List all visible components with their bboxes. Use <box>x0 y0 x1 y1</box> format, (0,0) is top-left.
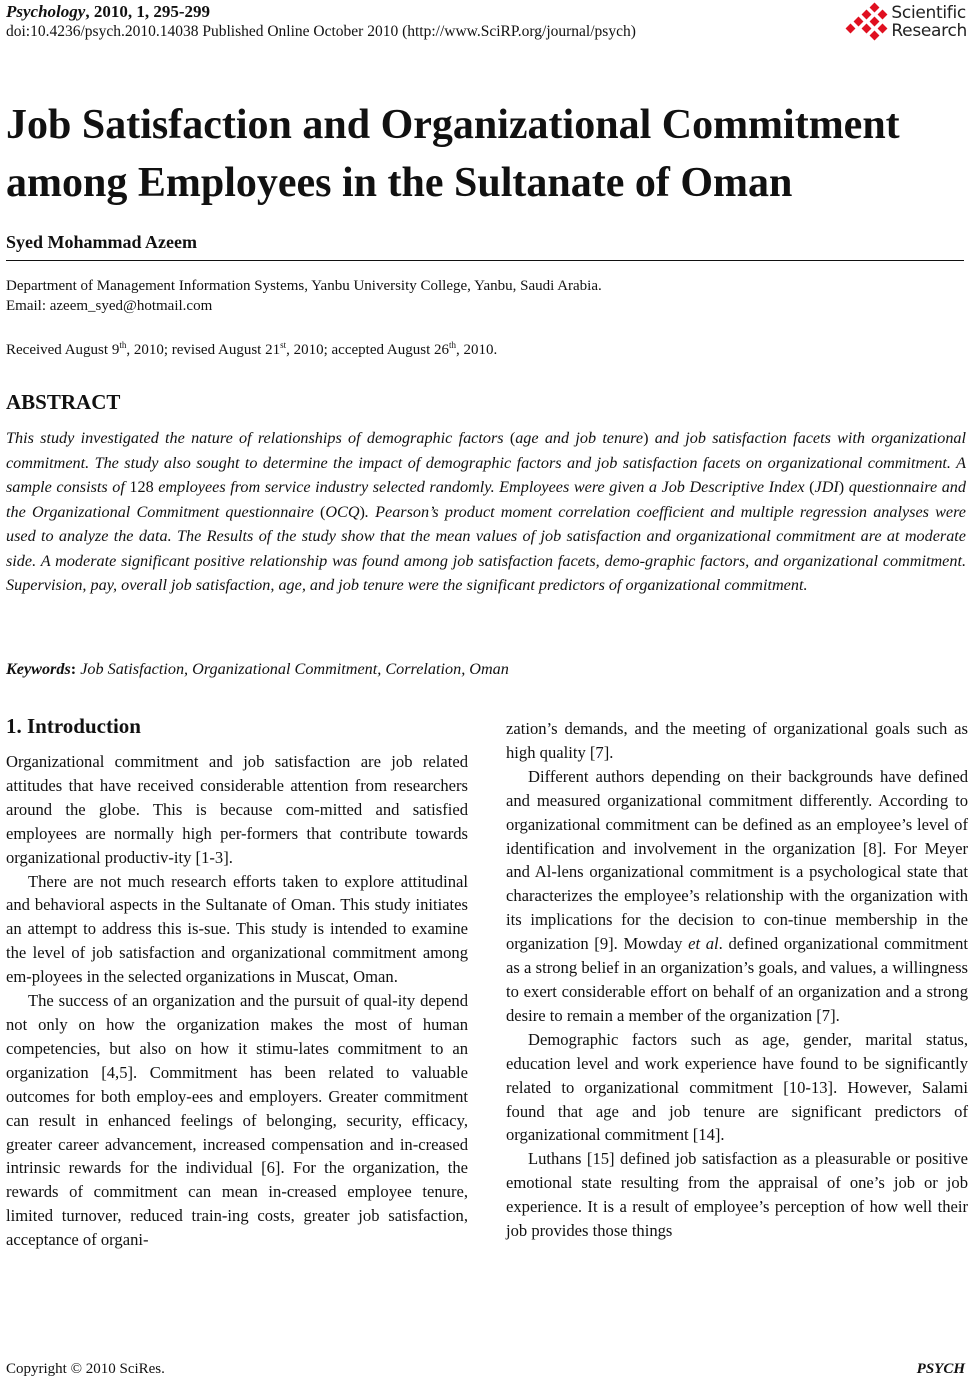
journal-citation <box>6 2 636 22</box>
paragraph: Demographic factors such as age, gender, marital status, education level and work experience have found to be significantly related to organizational commitment [10-13]. However, Salami found that age and job tenure are significant predictors of organizational commitment [14]. <box>506 1029 968 1145</box>
revised-text: , 2010; revised August 21 <box>126 342 281 358</box>
author-name: Syed Mohammad Azeem <box>6 232 197 252</box>
keywords-label: Keywords <box>6 660 71 678</box>
paragraph: The success of an organization and the pursuit of qual-ity depend not only on how the organization makes the most of human competencies, but also on how it stimu-lates commitment to an organization [4,5]. Commitment has been related to valuable outcomes for both employ-ees and employers. Greater commitment can result in enhanced feelings of belonging, security, efficacy, greater career advancement, increased compensation and in-creased intrinsic rewards for the individual [6]. For the organization, the rewards of commitment can mean in-creased employee tenure, limited turnover, reduced train-ing costs, greater job satisfaction, acceptance of organi- <box>6 991 468 1250</box>
right-column <box>506 717 968 1243</box>
publisher-name-line1: Scientific <box>891 3 966 23</box>
paragraph: Organizational commitment and job satisfaction are job related attitudes that have received considerable attention from researchers around the globe. This is because com-mitted and satisfied employees are normally high per-formers that contribute towards organizational productiv-ity [1-3]. <box>6 752 468 867</box>
paragraph-segment: et al <box>688 934 719 954</box>
paragraph: zation’s demands, and the meeting of organizational goals such as high quality [7]. <box>506 719 968 762</box>
abstract-segment: ( <box>509 429 516 447</box>
paragraph: Luthans [15] defined job satisfaction as a pleasurable or positive emotional state resulting from the appraisal of one’s job or job experience. It is a result of employee’s perception of how well their job provides those things <box>506 1149 968 1241</box>
received-text: Received August 9 <box>6 342 120 358</box>
paragraph-segment: Different authors depending on their backgrounds have defined and measured organizational commitment differently. According to organizational commitment can be defined as an employee’s level of identification and involvement in the organization [8]. For Meyer and Al-lens organizational commitment is a psychological state that characterizes the employee’s relationship with the organization with its implications for the decision to con-tinue membership in the organization [9]. Mowday <box>506 766 968 954</box>
publisher-logo <box>845 2 967 42</box>
section-heading-introduction: 1. Introduction <box>6 714 141 738</box>
abstract-segment: JDI <box>814 478 839 496</box>
abstract-segment: ) <box>359 502 365 521</box>
keywords-value: Job Satisfaction, Organizational Commitment, Correlation, Oman <box>80 660 509 678</box>
abstract-segment: 128 <box>129 478 154 496</box>
publisher-name <box>891 4 967 40</box>
abstract-text <box>6 426 966 598</box>
journal-header <box>6 2 636 42</box>
ordinal-suffix: th <box>449 340 457 350</box>
abstract-segment: age and job tenure <box>515 429 644 447</box>
author-divider <box>6 260 964 261</box>
abstract-segment: . Pearson’s product moment correlation coefficient and multiple regression analyses were used to analyze the data. The Results of the study show that the mean values of job satisfaction and organizational commitment are at moderate side. A moderate significant positive relationship was found among job satisfaction facets, demo-graphic factors, and organizational commitment. Supervision, pay, overall job satisfaction, age, and job tenure were the significant predictors of organizational commitment. <box>6 502 966 594</box>
year-text: , 2010. <box>456 342 498 358</box>
abstract-segment: ) <box>838 478 845 496</box>
paragraph: There are not much research efforts taken to explore attitudinal and behavioral aspects in the Sultanate of Oman. This study initiates an attempt to address this is-sue. This study is intended to examine the level of job satisfaction and organizational commitment among em-ployees in the selected organizations in Muscat, Oman. <box>6 871 468 987</box>
keywords <box>6 660 509 679</box>
abstract-heading: ABSTRACT <box>6 390 121 414</box>
article-title: Job Satisfaction and Organizational Commitment among Employees in the Sultanate of Oman <box>6 102 900 206</box>
journal-info: , 2010, 1, 295-299 <box>85 2 210 21</box>
abstract-segment: OCQ <box>325 502 360 521</box>
copyright-notice: Copyright © 2010 SciRes. <box>6 1361 165 1377</box>
abstract-segment: questionnaire and the Organizational Commitment questionnaire <box>6 478 966 521</box>
keywords-separator: : <box>70 660 81 678</box>
abstract-segment: This study investigated the nature of relationships of demographic factors <box>6 429 510 447</box>
doi-line: doi:10.4236/psych.2010.14038 Published Online October 2010 (http://www.SciRP.org/journal/psych) <box>6 23 636 40</box>
abstract-segment: employees from service industry selected randomly. Employees were given a Job Descriptive Index <box>153 478 810 496</box>
ordinal-suffix: th <box>119 340 127 350</box>
affiliation-block <box>6 276 602 316</box>
journal-abbrev: PSYCH <box>916 1361 965 1377</box>
received-dates <box>6 340 497 359</box>
accepted-text: , 2010; accepted August 26 <box>286 342 449 358</box>
scientific-research-logo-icon <box>845 2 889 42</box>
ordinal-suffix: st <box>280 340 287 350</box>
paragraph-segment: . defined organizational commitment as a strong belief in an organization’s goals, and values, a willingness to exert considerable effort on behalf of an organization and a strong desire to remain a member of the organization [7]. <box>506 934 968 1025</box>
abstract-segment: ( <box>809 478 815 496</box>
journal-name: Psychology <box>6 2 86 21</box>
abstract-segment: and job satisfaction facets with organizational commitment. The study also sought to determine the impact of demographic factors and job satisfaction facets on organizational commitment. A sample consists of <box>6 429 967 496</box>
abstract-segment: ) <box>643 429 649 447</box>
author-email: Email: azeem_syed@hotmail.com <box>6 298 213 314</box>
publisher-name-line2: Research <box>891 21 967 41</box>
left-column <box>6 750 468 1252</box>
abstract-segment: ( <box>319 502 326 521</box>
affiliation: Department of Management Information Systems, Yanbu University College, Yanbu, Saudi Arabia. <box>6 278 602 294</box>
paragraph <box>506 765 968 1028</box>
